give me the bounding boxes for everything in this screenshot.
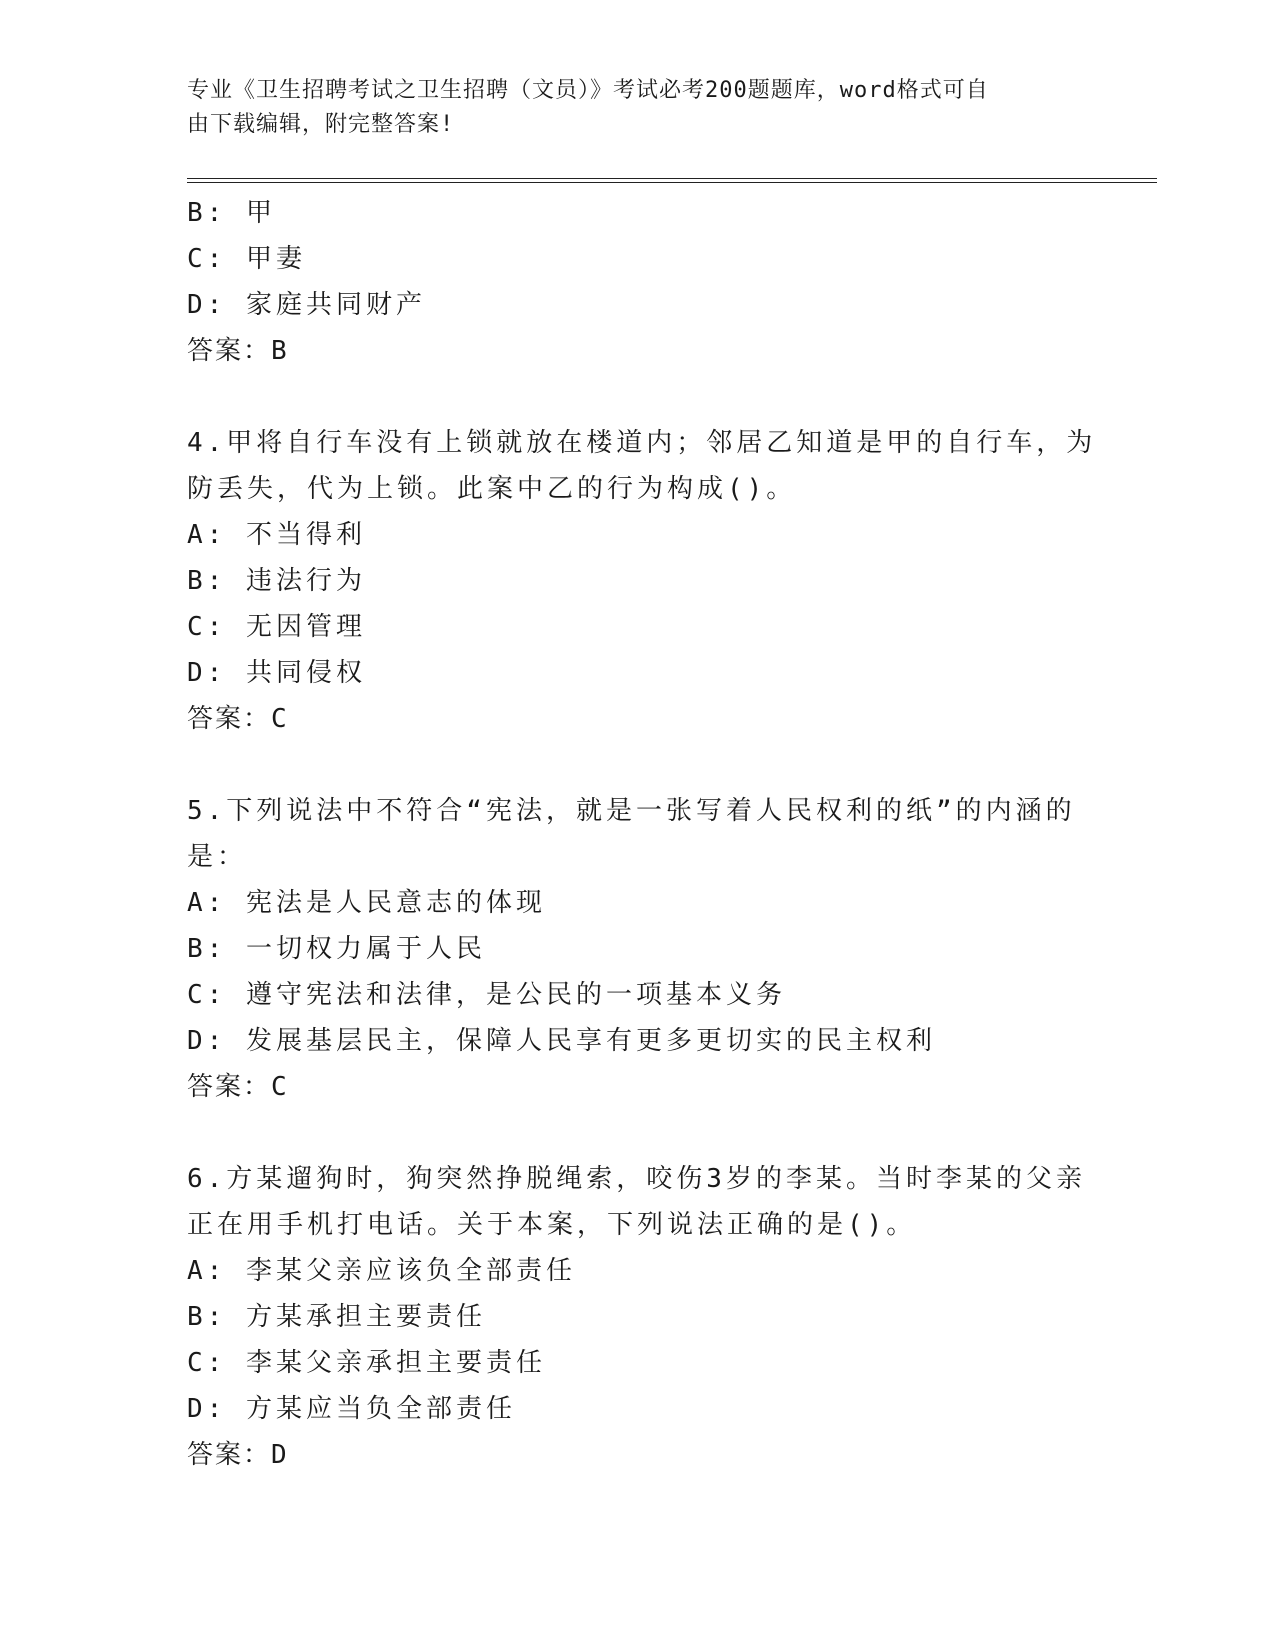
header-rule-bottom [187,182,1157,183]
question-stem-line: 6.方某遛狗时，狗突然挣脱绳索，咬伤3岁的李某。当时李某的父亲 [187,1164,1086,1194]
question-stem-line: 正在用手机打电话。关于本案，下列说法正确的是()。 [187,1210,917,1240]
spacer [187,742,1087,788]
answer-line [187,1432,1087,1478]
answer-value: C [271,1072,289,1102]
answer-label: 答案： [187,1072,272,1102]
answer-value: C [271,704,289,734]
answer-label: 答案： [187,336,272,366]
option-b: B: 甲 [187,198,276,228]
question-stem-line: 5.下列说法中不符合“宪法，就是一张写着人民权利的纸”的内涵的 [187,796,1076,826]
option-b: B: 方某承担主要责任 [187,1302,486,1332]
question-stem-line: 防丢失，代为上锁。此案中乙的行为构成()。 [187,474,797,504]
question-stem-line: 是： [187,842,248,872]
document-header [187,74,1087,142]
answer-line [187,328,1087,374]
option-c: C: 李某父亲承担主要责任 [187,1348,546,1378]
option-d: D: 发展基层民主，保障人民享有更多更切实的民主权利 [187,1026,936,1056]
answer-value: D [271,1440,289,1470]
option-a: A: 不当得利 [187,520,366,550]
question-4 [187,420,1097,742]
answer-label: 答案： [187,1440,272,1470]
option-b: B: 违法行为 [187,566,366,596]
spacer [187,1110,1087,1156]
header-line-1: 专业《卫生招聘考试之卫生招聘（文员）》考试必考200题题库，word格式可自 [187,78,989,103]
answer-line [187,696,1087,742]
header-rule-top [187,178,1157,179]
option-c: C: 无因管理 [187,612,366,642]
question-stem-line: 4.甲将自行车没有上锁就放在楼道内；邻居乙知道是甲的自行车，为 [187,428,1097,458]
question-6 [187,1156,1087,1478]
question-partial [187,190,1087,374]
option-a: A: 李某父亲应该负全部责任 [187,1256,576,1286]
document-content [187,190,1097,1478]
answer-line [187,1064,1087,1110]
header-line-2: 由下载编辑，附完整答案! [187,112,455,137]
option-d: D: 共同侵权 [187,658,366,688]
answer-label: 答案： [187,704,272,734]
answer-value: B [271,336,289,366]
option-c: C: 甲妻 [187,244,306,274]
option-b: B: 一切权力属于人民 [187,934,486,964]
option-d: D: 方某应当负全部责任 [187,1394,516,1424]
spacer [187,374,1087,420]
option-c: C: 遵守宪法和法律，是公民的一项基本义务 [187,980,786,1010]
option-d: D: 家庭共同财产 [187,290,426,320]
question-5 [187,788,1087,1110]
option-a: A: 宪法是人民意志的体现 [187,888,546,918]
